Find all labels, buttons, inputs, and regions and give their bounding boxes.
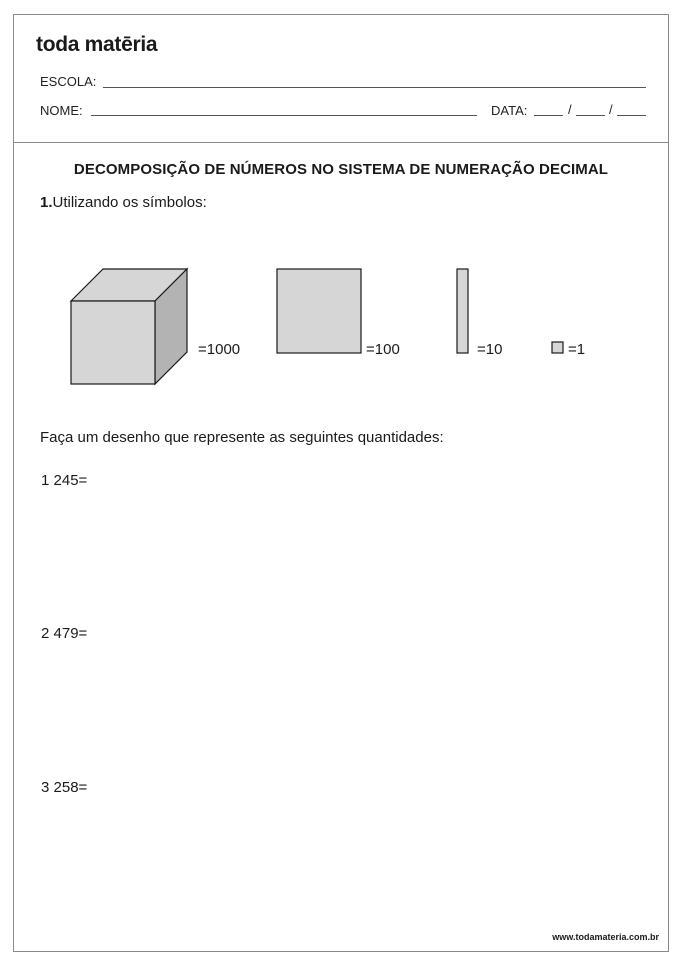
hundred-label: =100 bbox=[366, 341, 400, 358]
thousand-label: =1000 bbox=[198, 341, 241, 358]
data-label: DATA: bbox=[491, 103, 528, 118]
question-1 bbox=[40, 194, 207, 211]
footer-url[interactable]: www.todamateria.com.br bbox=[552, 932, 659, 942]
question-text: Utilizando os símbolos: bbox=[52, 194, 207, 211]
date-year-field[interactable] bbox=[617, 115, 646, 116]
worksheet-title: DECOMPOSIÇÃO DE NÚMEROS NO SISTEMA DE NUMERAÇÃO DECIMAL bbox=[73, 161, 609, 178]
quantity-3: 3 258= bbox=[41, 779, 88, 796]
date-separator: / bbox=[568, 102, 572, 117]
date-day-field[interactable] bbox=[534, 115, 563, 116]
quantity-2: 2 479= bbox=[41, 625, 88, 642]
flat-square-icon bbox=[276, 268, 362, 354]
date-month-field[interactable] bbox=[576, 115, 605, 116]
quantity-1: 1 245= bbox=[41, 472, 88, 489]
nome-field[interactable] bbox=[91, 115, 477, 116]
nome-label: NOME: bbox=[40, 103, 83, 118]
cube-icon bbox=[70, 268, 190, 386]
instruction-text: Faça um desenho que represente as seguintes quantidades: bbox=[40, 429, 444, 446]
escola-label: ESCOLA: bbox=[40, 74, 97, 89]
brand-logo: toda matēria bbox=[36, 33, 158, 56]
date-separator: / bbox=[609, 102, 613, 117]
ten-label: =10 bbox=[477, 341, 503, 358]
rod-icon bbox=[456, 268, 469, 354]
header-divider bbox=[13, 142, 669, 143]
one-label: =1 bbox=[568, 341, 586, 358]
page-frame bbox=[13, 14, 669, 952]
unit-cube-icon bbox=[551, 341, 564, 354]
escola-field[interactable] bbox=[103, 87, 646, 88]
question-number: 1. bbox=[40, 194, 53, 211]
